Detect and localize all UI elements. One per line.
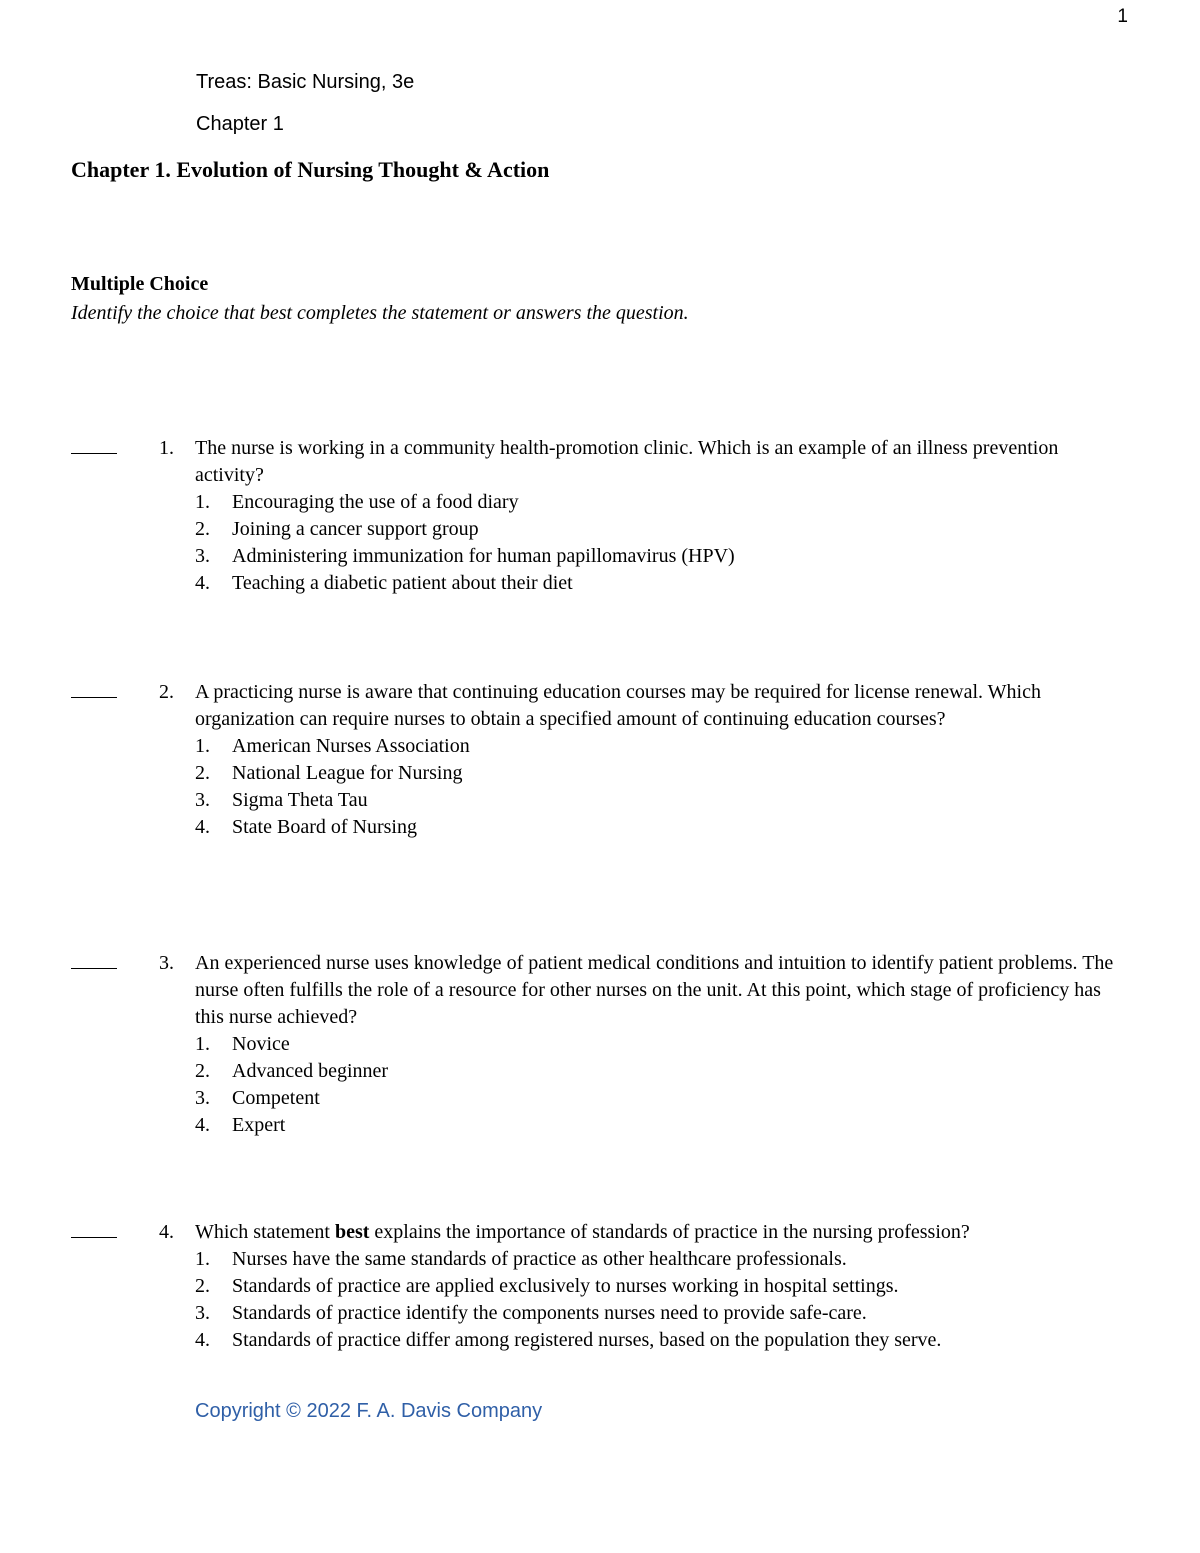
answer-option — [195, 516, 1130, 543]
answer-blank[interactable] — [71, 679, 117, 698]
question-number: 3. — [159, 952, 174, 974]
option-number: 2. — [195, 518, 210, 540]
chapter-label: Chapter 1 — [196, 113, 284, 135]
option-text: Standards of practice identify the components nurses need to provide safe-care. — [232, 1302, 867, 1324]
answer-blank[interactable] — [71, 435, 117, 454]
question-number: 4. — [159, 1221, 174, 1243]
option-number: 1. — [195, 1033, 210, 1055]
option-number: 3. — [195, 1087, 210, 1109]
question-stem-end: explains the importance of standards of practice in the nursing profession? — [369, 1221, 970, 1243]
answer-option — [195, 1085, 1130, 1112]
option-number: 4. — [195, 1329, 210, 1351]
answer-option — [195, 760, 1130, 787]
option-text: State Board of Nursing — [232, 816, 417, 838]
answer-option — [195, 570, 1130, 597]
option-number: 2. — [195, 1275, 210, 1297]
question-stem — [195, 1219, 1130, 1246]
answer-option — [195, 787, 1130, 814]
option-number: 1. — [195, 1248, 210, 1270]
option-text: Encouraging the use of a food diary — [232, 491, 519, 513]
option-text: Teaching a diabetic patient about their diet — [232, 572, 573, 594]
answer-option — [195, 1058, 1130, 1085]
option-text: Administering immunization for human papillomavirus (HPV) — [232, 545, 735, 567]
page-number: 1 — [1117, 6, 1128, 27]
question-number: 1. — [159, 437, 174, 459]
section-heading: Multiple Choice — [71, 273, 209, 295]
option-number: 3. — [195, 545, 210, 567]
answer-option — [195, 543, 1130, 570]
question-number: 2. — [159, 681, 174, 703]
answer-option — [195, 1300, 1130, 1327]
question-stem: An experienced nurse uses knowledge of patient medical conditions and intuition to identify patient problems. The nurse often fulfills the role of a resource for other nurses on the unit. At this point, which stage of proficiency has this nurse achieved? — [195, 952, 1114, 1028]
answer-option — [195, 814, 1130, 841]
book-title: Treas: Basic Nursing, 3e — [196, 71, 415, 93]
copyright-notice: Copyright © 2022 F. A. Davis Company — [195, 1400, 543, 1422]
option-number: 3. — [195, 1302, 210, 1324]
option-number: 2. — [195, 1060, 210, 1082]
option-text: Novice — [232, 1033, 290, 1055]
option-number: 3. — [195, 789, 210, 811]
answer-option — [195, 1327, 1130, 1354]
answer-options — [195, 1031, 1130, 1139]
answer-options — [195, 1246, 1130, 1354]
answer-option — [195, 1031, 1130, 1058]
answer-option — [195, 1273, 1130, 1300]
option-number: 4. — [195, 816, 210, 838]
option-text: Sigma Theta Tau — [232, 789, 368, 811]
option-text: Nurses have the same standards of practice as other healthcare professionals. — [232, 1248, 847, 1270]
answer-option — [195, 1246, 1130, 1273]
option-number: 1. — [195, 735, 210, 757]
question-stem: A practicing nurse is aware that continuing education courses may be required for license renewal. Which organization can require nurses to obtain a specified amount of continuing education courses? — [195, 681, 1041, 730]
answer-options — [195, 489, 1130, 597]
answer-option — [195, 1112, 1130, 1139]
option-text: National League for Nursing — [232, 762, 463, 784]
option-text: Standards of practice differ among registered nurses, based on the population they serve. — [232, 1329, 942, 1351]
option-text: Standards of practice are applied exclusively to nurses working in hospital settings. — [232, 1275, 899, 1297]
answer-option — [195, 733, 1130, 760]
option-number: 4. — [195, 1114, 210, 1136]
option-text: Advanced beginner — [232, 1060, 389, 1082]
chapter-title: Chapter 1. Evolution of Nursing Thought & Action — [71, 157, 550, 182]
option-text: Joining a cancer support group — [232, 518, 479, 540]
answer-blank[interactable] — [71, 950, 117, 969]
answer-options — [195, 733, 1130, 841]
question-stem: The nurse is working in a community health-promotion clinic. Which is an example of an illness prevention activity? — [195, 437, 1059, 486]
option-text: Competent — [232, 1087, 320, 1109]
option-number: 2. — [195, 762, 210, 784]
emphasis-word: best — [334, 1221, 370, 1243]
answer-blank[interactable] — [71, 1219, 117, 1238]
answer-option — [195, 489, 1130, 516]
question-stem-start: Which statement — [195, 1221, 335, 1243]
instructions: Identify the choice that best completes the statement or answers the question. — [71, 302, 689, 324]
option-number: 1. — [195, 491, 210, 513]
option-text: Expert — [232, 1114, 286, 1136]
option-number: 4. — [195, 572, 210, 594]
option-text: American Nurses Association — [232, 735, 470, 757]
